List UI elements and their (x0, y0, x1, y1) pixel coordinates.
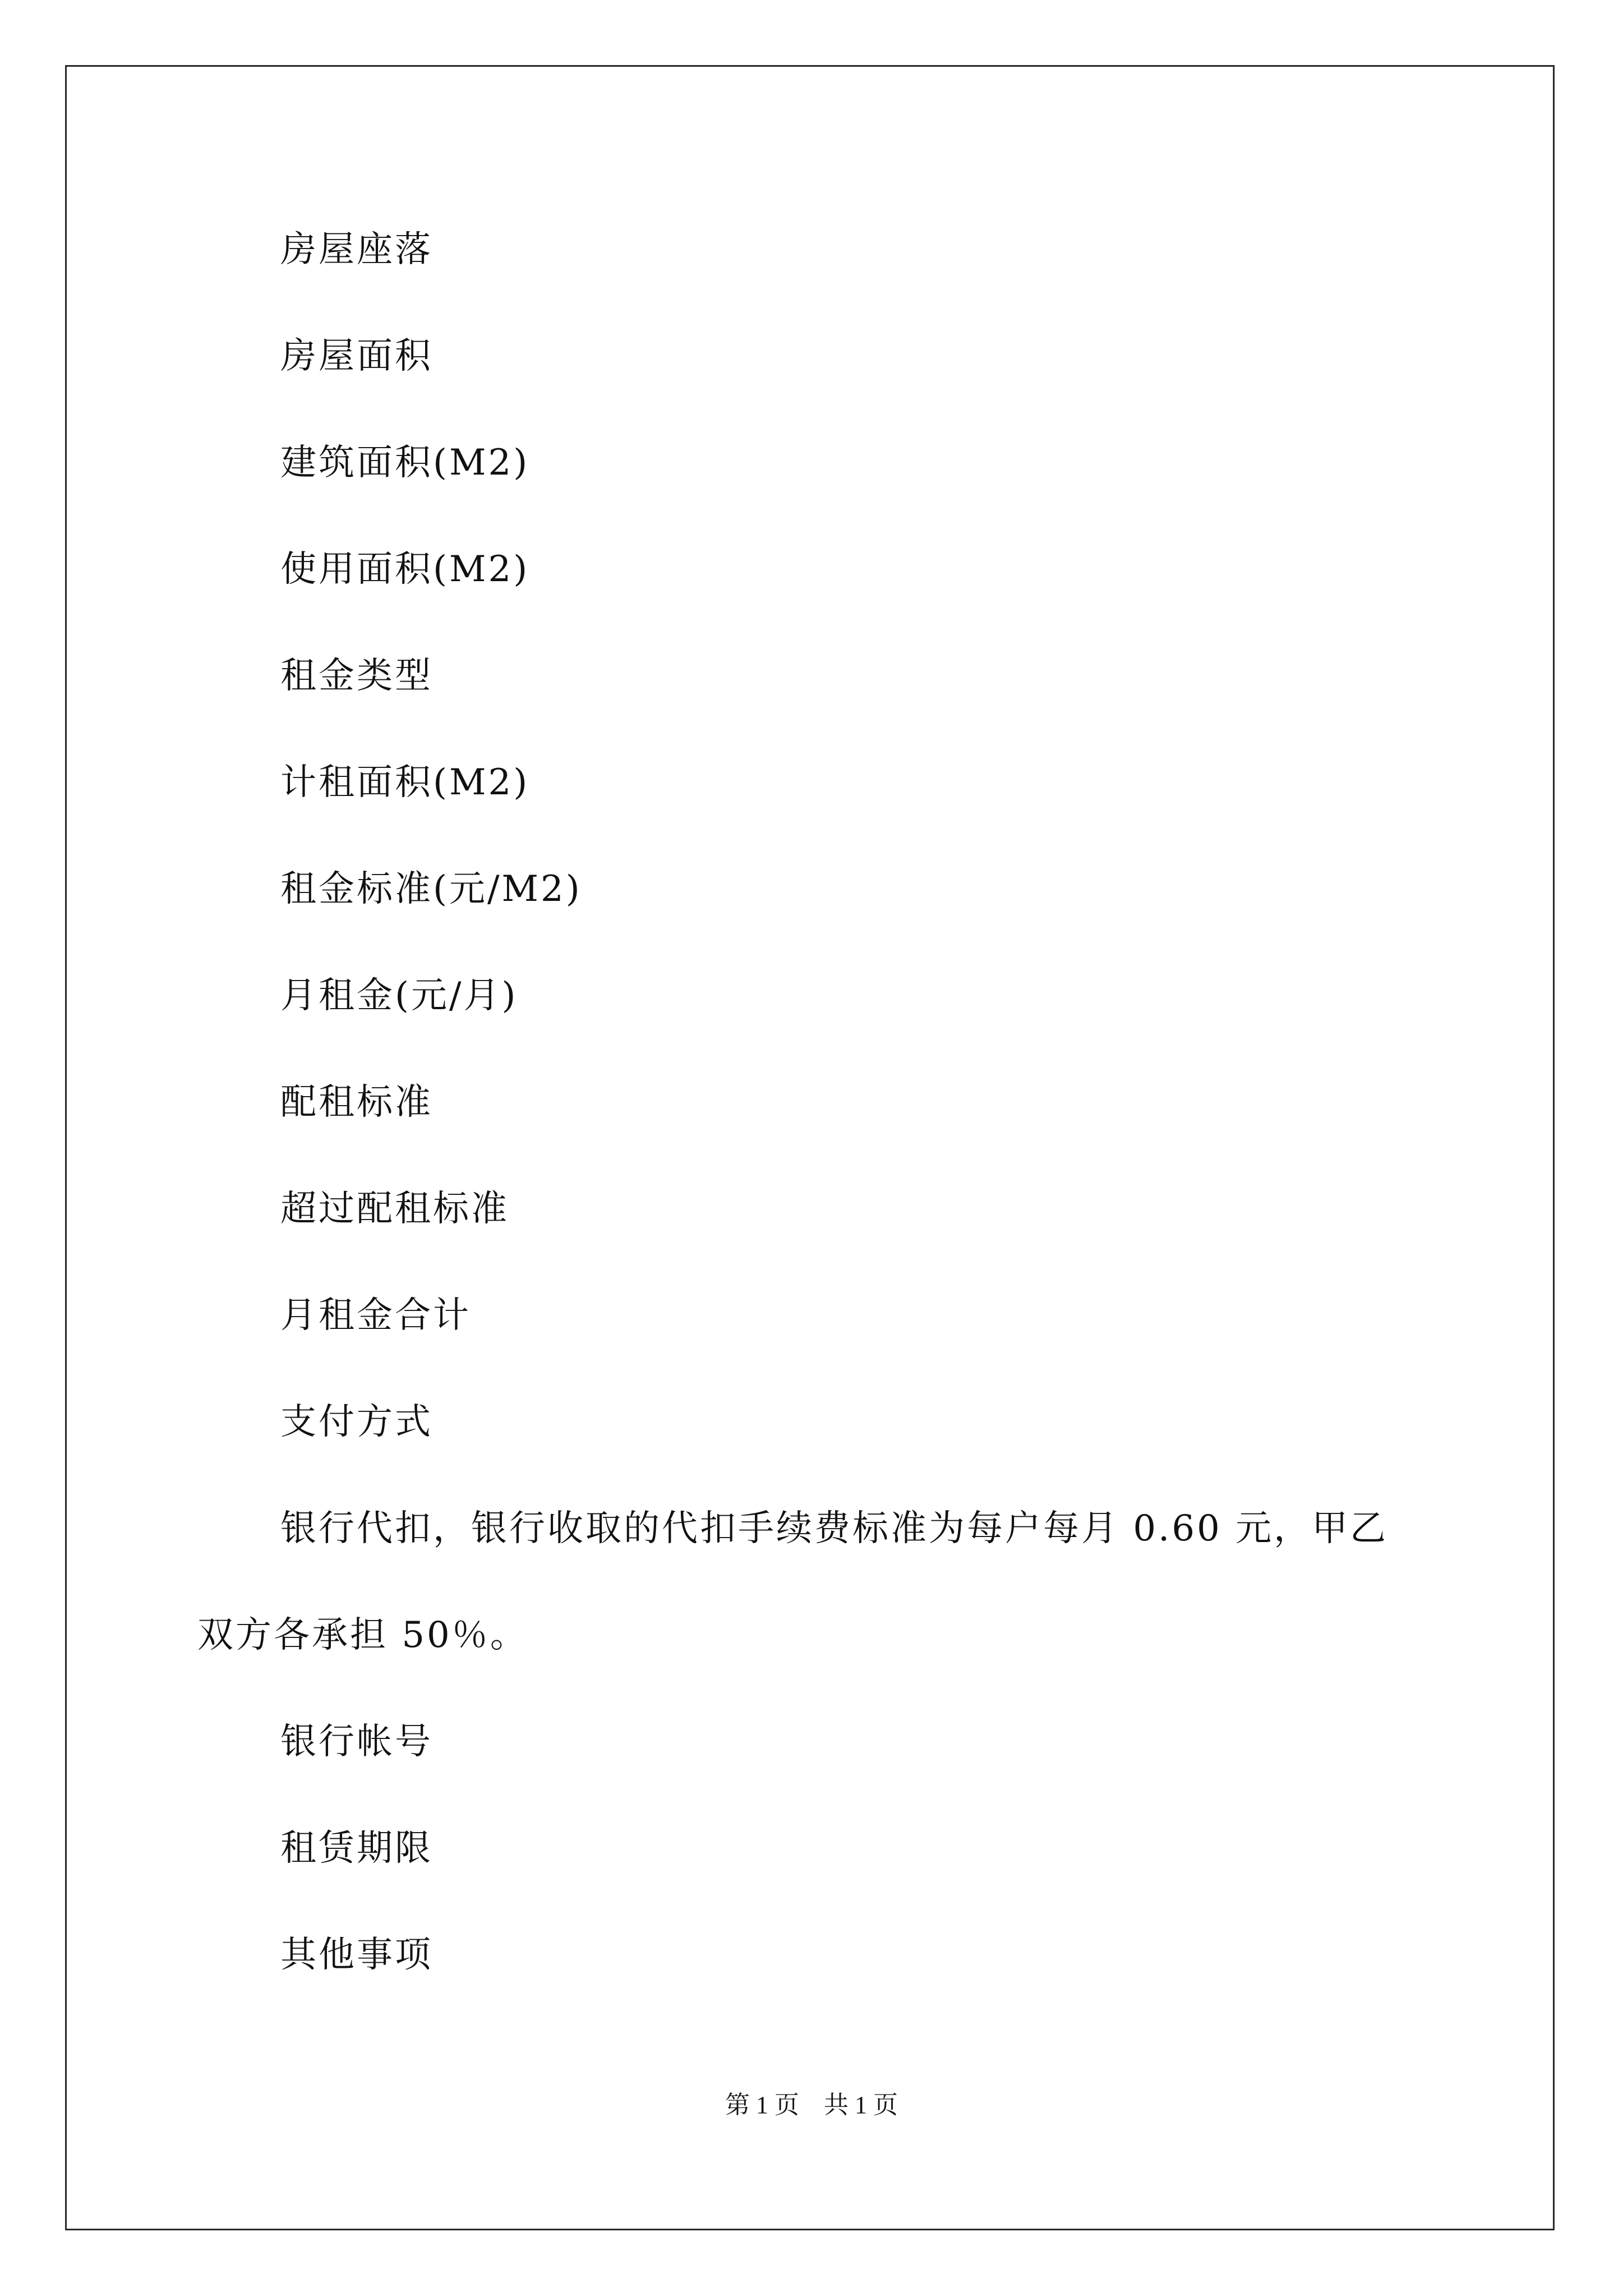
field-label-lease-term: 租赁期限 (280, 1828, 433, 1869)
page-border (65, 65, 1555, 2230)
field-label-other-matters: 其他事项 (280, 1934, 433, 1976)
field-label-monthly-rent: 月租金(元/月) (280, 975, 518, 1016)
field-label-location: 房屋座落 (280, 229, 433, 270)
field-label-rent-area: 计租面积(M2) (280, 762, 530, 803)
field-label-bank-account: 银行帐号 (280, 1721, 433, 1763)
field-label-house-area: 房屋面积 (280, 335, 433, 377)
field-label-allocation-standard: 配租标准 (280, 1082, 433, 1123)
field-label-rent-standard: 租金标准(元/M2) (280, 868, 582, 910)
payment-paragraph-line-2: 双方各承担 50％。 (197, 1614, 528, 1656)
payment-paragraph-line-1: 银行代扣，银行收取的代扣手续费标准为每户每月 0.60 元，甲乙 (280, 1508, 1389, 1549)
field-label-rent-type: 租金类型 (280, 655, 433, 697)
field-label-building-area: 建筑面积(M2) (280, 442, 530, 484)
field-label-usable-area: 使用面积(M2) (280, 549, 530, 590)
field-label-monthly-total: 月租金合计 (280, 1295, 471, 1336)
field-label-over-standard: 超过配租标准 (280, 1188, 509, 1230)
page-number-footer: 第 1 页 共 1 页 (725, 2091, 898, 2119)
field-label-payment-method: 支付方式 (280, 1401, 433, 1443)
